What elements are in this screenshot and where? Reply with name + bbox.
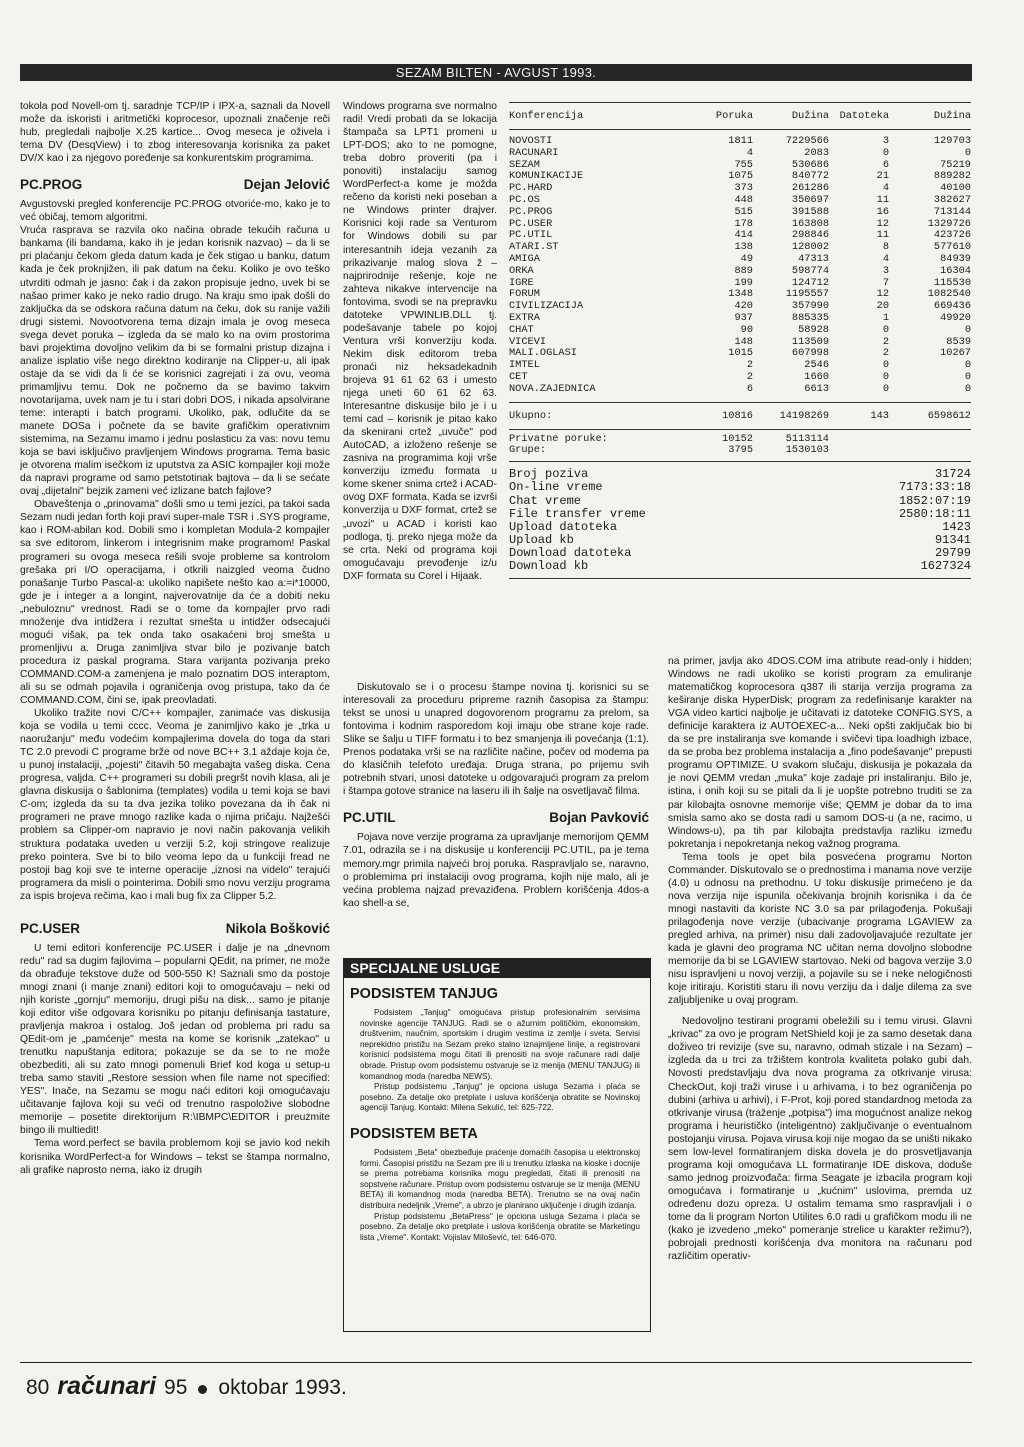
table-cell: IMTEL: [509, 359, 540, 372]
article-paragraph: Vruća rasprava se razvila oko načina obrade tekućih računa u bankama (ili bandama, kako ih je jedan korisnik nazvao) – da li se pri plaćanju čekom gleda datum kada je ček stigao u banku, datum kada je ček proknjižen, ili pak datum na čeku. Koliko je ovo teško utvrditi odmah je jasno: čak i da zakon propisuje jedno, uvek bi se našao primer kako je neko radio drugo. Na kraju smo ipak došli do zaključka da se odskora računa datum na čeku, dok su ranije važili drugi sistemi. Novootvorena tema dizajn imala je ovog meseca svega devet poruka – izgleda da se malo ko na ovim prostorima bavi projektima dovoljno velikim da bi se formalni pristup dizajna i analize isplatio više nego direktno kodiranje na Clipper-u, ali ipak ostaje da se vidi da li će se korisnici zagrejati i za ovu, veoma primamljivu temu. Dok ne počnemo da se bavimo takvim novotarijama, uvek nam je tu i stari dobri DOS, i nikada apsolvirane teme: interapti i batch programi. Ukoliko, pak, odlučite da se manete DOSa i počnete da se bavite grafičkim operativnim sistemima, na Sezamu imamo i jednu poslasticu za vas: novu temu koja se bavi isključivo pravljenjem Windows programa. Tema basic je otvorena malim isečkom iz uputstva za ASIC kompajler koji može da napravi programe od samo petstotinak bajtova – da li se sećate ovaj „dijetalni" bejzik zameni već izlizane batch fajlove?: [20, 225, 330, 498]
table-cell: 755: [734, 158, 753, 171]
table-cell: 0: [964, 382, 971, 395]
table-cell: 143: [870, 409, 889, 422]
table-cell: PC.PROG: [509, 205, 553, 218]
table-cell: 885335: [791, 311, 829, 324]
table-cell: 16: [876, 205, 889, 218]
table-cell: NOVOSTI: [509, 135, 553, 147]
table-cell: 20: [876, 300, 889, 313]
table-cell: 1075: [728, 170, 753, 183]
column-middle: [343, 100, 497, 648]
table-cell: 889: [734, 264, 753, 277]
table-cell: 40100: [940, 182, 971, 195]
table-row: [509, 384, 971, 396]
table-cell: 138: [734, 241, 753, 254]
column-header: Konferencija: [509, 110, 584, 122]
table-cell: 0: [964, 370, 971, 383]
table-cell: 0: [964, 146, 971, 159]
table-cell: 3: [882, 264, 889, 277]
table-row: [509, 148, 971, 160]
table-cell: 423726: [933, 229, 971, 242]
beta-heading: PODSISTEM BETA: [350, 1125, 478, 1142]
table-cell: IGRE: [509, 276, 534, 289]
table-cell: 382627: [933, 193, 971, 206]
table-cell: 607998: [791, 347, 829, 360]
counters-block: [509, 462, 971, 578]
table-cell: 414: [734, 229, 753, 242]
table-cell: ATARI.ST: [509, 241, 559, 254]
counter-value: 1423: [942, 519, 971, 534]
table-cell: VICEVI: [509, 335, 547, 348]
table-cell: 5113114: [785, 432, 829, 445]
article-paragraph: U temi editori konferencije PC.USER i dalje je na „dnevnom redu" rad sa dugim fajlovima – popularni QEdit, na primer, ne može da obrađuje tekstove duže od 500-550 K! Saznali smo da postoje mnogi znani (i manje znani) editori koji to omogućavaju – neki od njih koriste „gornju" memoriju, drugi pišu na disk... samo je pitanje koji editor više odgovara korisniku po pitanju definisanja tastature, pravljenja makroa i ostalog. Još jedan od problema pri radu sa QEdit-om je „pamćenje" mesta na kome se korisnik „zatekao" u trenutku napuštanja editora; pokazuje se da se to ne može obezbediti, ali su zato mnogi pomenuli Brief kod koga u setup-u treba samo staviti „Restore session when file name not specified: YES". Inače, na Sezamu se mogu naći editori koji omogućavaju učitavanje fajlova koji su veći od trenutno raspoložive slobodne memorije – posetite direktorijum R:\IBMPC\EDITOR i preuzmite bingo ili multiedit!: [20, 942, 330, 1137]
table-cell: 1660: [804, 370, 829, 383]
table-cell: 937: [734, 311, 753, 324]
table-cell: PC.OS: [509, 193, 540, 206]
table-cell: 12: [876, 288, 889, 301]
table-cell: NOVA.ZAJEDNICA: [509, 382, 596, 395]
table-row: [509, 372, 971, 384]
table-cell: 3: [882, 135, 889, 147]
table-cell: 4: [882, 182, 889, 195]
article-paragraph: Tema tools je opet bila posvećena programu Norton Commander. Diskutovalo se o prednostima i manama nove verzije (4.0) u odnosu na prethodnu. U toku diskusije primećeno je da nova verzija nije ispunila očekivanja brojnih korisnika i da će mnogi nastaviti da koriste NC 3.0 sa par prilagođenja. Pokušaji prilagođenja nove verzije (ubacivanje programa LGAVIEW za pregled arhiva, na primer) nisu dali zadovoljavajuće rezultate jer kada je glavni deo programa NC učitan nema dovoljno slobodne memorije da bi se LGAVIEW startovao. Neki od bagova verzije 3.0 nisu ispravljeni u novoj verziji, a pojavile su se i neke nelogičnosti koje iritiraju. Koristiti staru ili novu verziju da i dalje dilema za sve zaljubljenike u ovaj program.: [668, 851, 972, 1007]
column-middle-lower: [343, 681, 649, 953]
table-cell: Ukupno:: [509, 409, 553, 422]
table-cell: 598774: [791, 264, 829, 277]
table-row: [509, 254, 971, 266]
section-title: PC.USER: [20, 920, 81, 936]
table-cell: 75219: [940, 158, 971, 171]
table-cell: 14198269: [779, 409, 829, 422]
table-cell: SEZAM: [509, 158, 540, 171]
table-row: [509, 266, 971, 278]
table-cell: Privatne poruke:: [509, 432, 608, 445]
table-cell: 129703: [933, 135, 971, 147]
table-cell: 1082540: [927, 288, 971, 301]
section-author: Nikola Bošković: [225, 920, 330, 936]
table-cell: 16304: [940, 264, 971, 277]
table-cell: 6: [882, 158, 889, 171]
article-paragraph: Diskutovalo se i o procesu štampe novina tj. korisnici su se interesovali za proceduru pripreme raznih časopisa za štampu: tekst se unosi u unapred dogovorenom programu za prelom, sa fontovima i kodnim rasporedom koji imaju obe strane koje rade. Slike se šalju u TIFF formatu i to bez smanjenja ili povećanja (1:1). Prenos podataka vrši se na različite načine, počev od modema pa do klasičnih telefoto uređaja. Druga strana, po prijemu svih potrebnih stvari, unosi datoteke u odgovarajući program za prelom i štampa gotove stranice na laseru ili ih šalje na osvetljavač filma.: [343, 682, 649, 798]
page-header: SEZAM BILTEN - AVGUST 1993.: [20, 64, 972, 81]
table-cell: 178: [734, 217, 753, 230]
table-cell: ORKA: [509, 264, 534, 277]
issue-date: oktobar 1993.: [218, 1376, 347, 1399]
table-cell: 8539: [946, 335, 971, 348]
table-cell: 113509: [791, 335, 829, 348]
section-title: PC.UTIL: [343, 810, 396, 826]
table-row: [509, 195, 971, 207]
article-paragraph: Nedovoljno testirani programi obeležili su i temu virusi. Glavni „krivac" za ovo je program NetShield koji je za samo desetak dana doživeo tri revizije (sve su, naravno, odmah stizale i na Sezam) – izgleda da u trci za tržištem kontrola kvaliteta polako gubi dah. Novosti predstavljaju dva nova programa za otkrivanje virusa: CheckOut, koji traži viruse i u arhivama, i to bez ograničenja po dubini (arhiva u arhivi), i F-Prot, koji pored standardnog metoda za otkrivanje virusa (traženje „potpisa") ima mogućnost analize nekog programa i heurističko (inteligentno) zaključivanje o eventualnom postojanju virusa. Pojava virusa koji nije mogao da se uništi nikako sem low-level formatiranjem diska dovela je do prosvetljavanja programa koji omogućava LL formatiranje IDE diskova, doduše samo jednog proizvođača: firma Seagate je izbacila program koji omogućava i formatiranje u „kućnim" uslovima, premda uz određenu dozu opreza. U ostalim temama smo raspravljali i o tome da li program Norton Utilites 6.0 radi u grafičkom modu ili ne (kako je izvedeno „meko" pomeranje strelice u karakter režimu?), pobrojali prednosti korišćenja dva monitora na računaru pod različitim operativ-: [668, 1016, 972, 1263]
table-cell: 0: [882, 382, 889, 395]
table-cell: 0: [964, 359, 971, 372]
table-cell: CIVILIZACIJA: [509, 300, 584, 313]
table-row: [509, 360, 971, 372]
table-cell: 10267: [940, 347, 971, 360]
table-row: [509, 242, 971, 254]
counter-value: 31724: [934, 467, 971, 482]
table-cell: 420: [734, 300, 753, 313]
issue-number: 95: [164, 1376, 188, 1399]
tanjug-heading: PODSISTEM TANJUG: [350, 986, 498, 1002]
table-cell: 3795: [728, 444, 753, 457]
box-paragraph: Podsistem „Beta" obezbeđuje praćenje domaćih časopisa u elektronskoj formi. Časopisi pristižu na Sezam pre ili u trenutku izlaska na kioske i docnije se prema potrebama korisnika mogu pregledati, čitati ili prenositi na sopstvene računare. Pristup ovom podsistemu ostvaruje se iz menija (MENU BETA) ili komandnog moda (naredba BETA). Trenutno se na ovaj način distribuira nedeljnik „Vreme", a ubrzo je planirano uključenje i drugih izdanja.: [360, 1147, 640, 1210]
table-cell: 12: [876, 217, 889, 230]
table-cell: PC.HARD: [509, 182, 553, 195]
table-cell: CET: [509, 370, 528, 383]
table-cell: 669436: [933, 300, 971, 313]
table-cell: 0: [964, 323, 971, 336]
counter-value: 1852:07:19: [898, 493, 971, 508]
article-paragraph: Ukoliko tražite novi C/C++ kompajler, zanimaće vas diskusija koja se vodila u temi cccc. Veoma je zanimljivo kako je „trka u naoružanju" među vodećim kompajlerima dovela do toga da stari TC 2.0 prevodi C programe brže od nove BC++ 3.1 aždaje koja će, u punoj instalaciji, „pojesti" čitavih 50 megabajta vašeg diska. Cena progresa, valjda. C++ programeri su dobili pregršt novih klasa, ali je glavna diskusija o šablonima (templates) vodila u temi koja se bavi C-om; izgleda da su ta dva jezika toliko povezana da ih čak ni programeri ne prave mnogo razlike kada o njima pričaju. Najžešći problem sa Clipper-om napravio je novi način pakovanja velikih struktura podataka uveden u verziji 5.2, koji stringove realizuje preko pointera. Sve bi to bilo veoma lepo da u funkciji fread ne postoji bag koji sve te interne operacije „iznosi na videlo" terajući programera da misli o pointerima. Dobili smo novu verziju programa za ispis brojeva rečima, kao i mali bug fix za Clipper 5.2.: [20, 708, 330, 902]
table-cell: 124712: [791, 276, 829, 289]
table-cell: RACUNARI: [509, 146, 559, 159]
table-cell: 1329726: [927, 217, 971, 230]
table-cell: FORUM: [509, 288, 540, 301]
table-cell: 49920: [940, 311, 971, 324]
counter-row: [509, 521, 971, 534]
table-cell: 2: [882, 335, 889, 348]
table-cell: 58928: [798, 323, 829, 336]
table-cell: 163808: [791, 217, 829, 230]
table-cell: CHAT: [509, 323, 534, 336]
section-author: Dejan Jelović: [243, 177, 330, 193]
page-footer: [26, 1372, 347, 1401]
counter-label: File transfer vreme: [509, 506, 646, 521]
table-cell: 2: [746, 359, 753, 372]
column-header: Poruka: [715, 110, 753, 122]
counter-value: 2580:18:11: [898, 506, 971, 521]
counter-label: On-line vreme: [509, 480, 603, 495]
table-cell: 4: [746, 146, 753, 159]
counter-value: 1627324: [920, 559, 971, 574]
counter-value: 91341: [934, 533, 971, 548]
table-body: [509, 130, 971, 402]
table-cell: 11: [876, 229, 889, 242]
column-right: [668, 655, 972, 1352]
bullet-icon: [198, 1385, 207, 1394]
table-header: [509, 102, 971, 130]
intro-paragraph: tokola pod Novell-om tj. saradnje TCP/IP i IPX-a, saznali da Novell može da iskoristi i aritmetički koprocesor, upoznali značenje reči hub, pregledali najbolje X.25 kartice... Ovog meseca je oživela i tema DV (DesqView) i to zbog interesovanja korisnika za paket DV/X kao i za njegovo poređenje sa konkurentskim programima.: [20, 101, 330, 165]
table-cell: 2: [882, 347, 889, 360]
table-cell: EXTRA: [509, 311, 540, 324]
counter-value: 29799: [934, 546, 971, 561]
table-cell: 357990: [791, 300, 829, 313]
table-cell: MALI.OGLASI: [509, 347, 577, 360]
table-cell: 1348: [728, 288, 753, 301]
counter-label: Upload kb: [509, 533, 574, 548]
article-paragraph: Windows programa sve normalno radi! Vredi probati da se lokacija štampača sa LPT1 promeni u LPT-DOS; ako to ne pomogne, treba dobro proveriti (pa i ponoviti) instalaciju samog WordPerfect-a kome je možda rečeno da koristi neki poseban a ne Windows printer drajver. Korisnici koji rade sa Venturom for Windows dobili su par interesantnih ideja vezanih za prikazivanje malog slova ž – najprirodnije rešenje, koje ne zahteva nikakve intervencije na fontovima, svodi se na prepravku datoteke VPWINLIB.DLL tj. podešavanje tabele po kojoj Ventura vrši konverziju koda. Nekim disk editorom treba pronaći niz heksadekadnih brojeva 91 61 62 63 i umesto njega uneti 60 61 62 63. Interesantne diskusije bilo je i u temi cad – korisnik je pitao kako da skenirani crtež „uvuče" pod AutoCAD, a izloženo rešenje se zasniva na programima koji vrše konverziju između formata u kome skener snima crtež i ACAD-ovog DXF formata. Kada se izvrši konverzija u DXF format, crtež se „uvozi" u ACAD i koristi kao podloga, tj. preko njega može da se crta. Neki od programa koji omogućavaju prevođenje iz/u DXF formata su Corel i Hijaak.: [343, 101, 497, 582]
table-cell: 6: [746, 382, 753, 395]
table-cell: 373: [734, 182, 753, 195]
statistics-table: [509, 102, 971, 579]
section-lead: Avgustovski pregled konferencije PC.PROG otvoriće-mo, kako je to već običaj, temom algoritmi.: [20, 199, 330, 224]
page-number: 80: [26, 1376, 50, 1399]
table-cell: 11: [876, 193, 889, 206]
counter-row: [509, 495, 971, 508]
column-left: [20, 100, 330, 1352]
column-header: Dužina: [791, 110, 829, 122]
table-cell: 1195557: [785, 288, 829, 301]
table-cell: 6613: [804, 382, 829, 395]
counter-label: Download datoteka: [509, 546, 632, 561]
table-cell: 298846: [791, 229, 829, 242]
table-cell: 8: [882, 241, 889, 254]
table-cell: PC.USER: [509, 217, 553, 230]
table-cell: 1: [882, 311, 889, 324]
counter-row: [509, 481, 971, 494]
table-cell: 199: [734, 276, 753, 289]
section-author: Bojan Pavković: [549, 810, 649, 826]
special-services-box: [343, 958, 651, 1332]
article-paragraph: Pojava nove verzije programa za upravljanje memorijom QEMM 7.01, odrazila se i na diskusije u konferenciji PC.UTIL, pa je tema memory.mgr primila najveći broj poruka. Raspravljalo se, naravno, o problemima pri instalaciji ovog programa, kojih nije malo, ali je većina problema najzad prevaziđena. Problem korišćenja 4dos-a kao shell-a se,: [343, 832, 649, 909]
table-cell: 2: [746, 370, 753, 383]
table-row: [509, 207, 971, 219]
table-cell: 391588: [791, 205, 829, 218]
box-title: SPECIJALNE USLUGE: [344, 959, 650, 978]
article-paragraph: Obaveštenja o „prinovama" došli smo u temi jezici, pa takoi sada Sezam nudi jedan forth koji pravi super-male TSR i .SYS programe, kao i ROM-abilan kod. Dobili smo i kompletan Modula-2 kompajler sa sve editorom, linkerom i integrisnim make programom! Paskal programeri su ovoga meseca rešili svoje probleme sa kontrolom grešaka pri I/O operacijama, i otkrili naizgled veoma čudno ponašanje Turbo Pascal-a: ukoliko napišete nešto kao a:=i*10000, gde je i integer a a longint, najverovatnije da će a dobiti neku „nebuloznu" vrednost. Radi se o tome da kompajler prvo radi množenje dva intidžera i rezultat smešta u intidžer odsecajući mogući višak, pa tek onda tako osakaćeni broj smešta u promenljivu a. Druga zanimljiva stvar bilo je pozivanje batch procedura iz paskal programa. Stara varijanta pozivanja preko COMMAND.COM-a zamenjena je malo poznatim DOS interaptom, ali su se odmah pojavila i ograničenja ovog pristupa, tako da će COMMAND.COM, čini se, ipak preovladati.: [20, 499, 330, 707]
table-cell: 530686: [791, 158, 829, 171]
table-cell: 115530: [933, 276, 971, 289]
table-cell: 49: [740, 252, 753, 265]
table-cell: 7229566: [785, 135, 829, 147]
counter-row: [509, 508, 971, 521]
table-row: [509, 445, 971, 457]
table-cell: 90: [740, 323, 753, 336]
table-cell: 889282: [933, 170, 971, 183]
table-cell: 2083: [804, 146, 829, 159]
table-cell: 7: [882, 276, 889, 289]
section-heading-pc-prog: [20, 177, 330, 193]
table-cell: 10816: [722, 409, 753, 422]
counter-row: [509, 560, 971, 573]
table-cell: Grupe:: [509, 444, 547, 457]
table-cell: KOMUNIKACIJE: [509, 170, 584, 183]
counter-label: Upload datoteka: [509, 519, 618, 534]
table-cell: 47313: [798, 252, 829, 265]
box-paragraph: Pristup podsistemu „BetaPress" je opciona usluga Sezama i plaća se posebno. Za detalje oko pretplate i uslova korišćenja obratite se Marketingu lista „Vreme". Kontakt: Vojislav Milošević, tel: 646-070.: [360, 1211, 640, 1242]
table-cell: 1015: [728, 347, 753, 360]
table-cell: 350697: [791, 193, 829, 206]
table-row: [509, 313, 971, 325]
table-cell: 577610: [933, 241, 971, 254]
table-row: [509, 325, 971, 337]
table-cell: 10152: [722, 432, 753, 445]
table-cell: 1811: [728, 135, 753, 147]
table-cell: PC.UTIL: [509, 229, 553, 242]
section-heading-pc-user: [20, 921, 330, 937]
table-cell: 0: [882, 370, 889, 383]
table-row: [509, 348, 971, 360]
section-heading-pc-util: [343, 810, 649, 826]
column-header: Datoteka: [839, 110, 889, 122]
table-cell: 1530103: [785, 444, 829, 457]
article-paragraph: Tema word.perfect se bavila problemom koji se javio kod nekih korisnika WordPerfect-a for Windows – tekst se štampa normalno, ali grafike naprosto nema, iako iz drugih: [20, 1138, 330, 1176]
table-cell: 0: [882, 146, 889, 159]
table-cell: 84939: [940, 252, 971, 265]
footer-rule: [20, 1362, 972, 1363]
table-cell: AMIGA: [509, 252, 540, 265]
counter-label: Broj poziva: [509, 467, 589, 482]
table-cell: 4: [882, 252, 889, 265]
box-paragraph: Podsistem „Tanjug" omogućava pristup profesionalnim servisima novinske agencije TANJUG. Radi se o ažurnim političkim, ekonomskim, društvenim, naučnim, sportskim i drugim vestima iz zemlje i sveta. Servisi neprekidno pristižu na Sezam preko stalno iznajmljene linije, a registrovani korisnici podsistema mogu čitati ili prenositi na svoje računare radi dalje obrade. Pristup ovom podsistemu ostvaruje se iz menija (MENU TANJUG) ili komandnog moda (naredba NEWS).: [360, 1008, 640, 1081]
article-paragraph: na primer, javlja ako 4DOS.COM ima atribute read-only i hidden; Windows ne radi ukoliko se koristi program za emuliranje matematičkog koprocesora q387 ili starija verzija programa za keširanje diska HyperDisk; program za redefinisanje karakter na VGA video kartici najbolje je učitavati iz datoteke CONFIG.SYS, a definicije karaktera iz AUTOEXEC-a... Neki opšti zaključak bio bi da se pre instaliranja sve komande i svičevi tipa loadhigh izbace, da se proba bez problema instalacija a „fino podešavanje" prepusti programu OPTIMIZE. U svakom slučaju, diskusija je pokazala da je novi QEMM vredan „muka" koje zadaje pri instaliranju. Bilo je, istina, i onih koji su se pitali da li je uopšte potrebno truditi se za par kilobajta osnovne memorije više; QEMM je dobar da to ima smisla samo ako se dosta radi u samom DOS-u (a ne, racimo, u Windows-u), pa tih par kilobajta predstavlja razliku između pokretanja i nepokretanja nekog važnog programa.: [668, 656, 972, 850]
counter-label: Chat vreme: [509, 493, 582, 508]
table-cell: 0: [882, 323, 889, 336]
section-title: PC.PROG: [20, 177, 83, 193]
private-messages-block: [509, 430, 971, 462]
counter-label: Download kb: [509, 559, 589, 574]
box-paragraph: Pristup podsistemu „Tanjug" je opciona usluga Sezama i plaća se posebno. Za detalje oko pretplate i usluva korišćenja obratite se Novinskoj agenciji Tanjug. Kontakt: Milena Sekulić, tel: 625-722.: [360, 1082, 640, 1113]
table-cell: 148: [734, 335, 753, 348]
table-cell: 21: [876, 170, 889, 183]
table-cell: 128002: [791, 241, 829, 254]
table-cell: 2546: [804, 359, 829, 372]
table-cell: 840772: [791, 170, 829, 183]
table-cell: 261286: [791, 182, 829, 195]
table-cell: 448: [734, 193, 753, 206]
table-row: [509, 136, 971, 148]
table-cell: 515: [734, 205, 753, 218]
counter-value: 7173:33:18: [898, 480, 971, 495]
magazine-logo: računari: [57, 1372, 157, 1400]
column-header: Dužina: [933, 110, 971, 122]
table-cell: 6598612: [927, 409, 971, 422]
table-cell: 713144: [933, 205, 971, 218]
table-cell: 0: [882, 359, 889, 372]
table-total-row: [509, 403, 971, 429]
